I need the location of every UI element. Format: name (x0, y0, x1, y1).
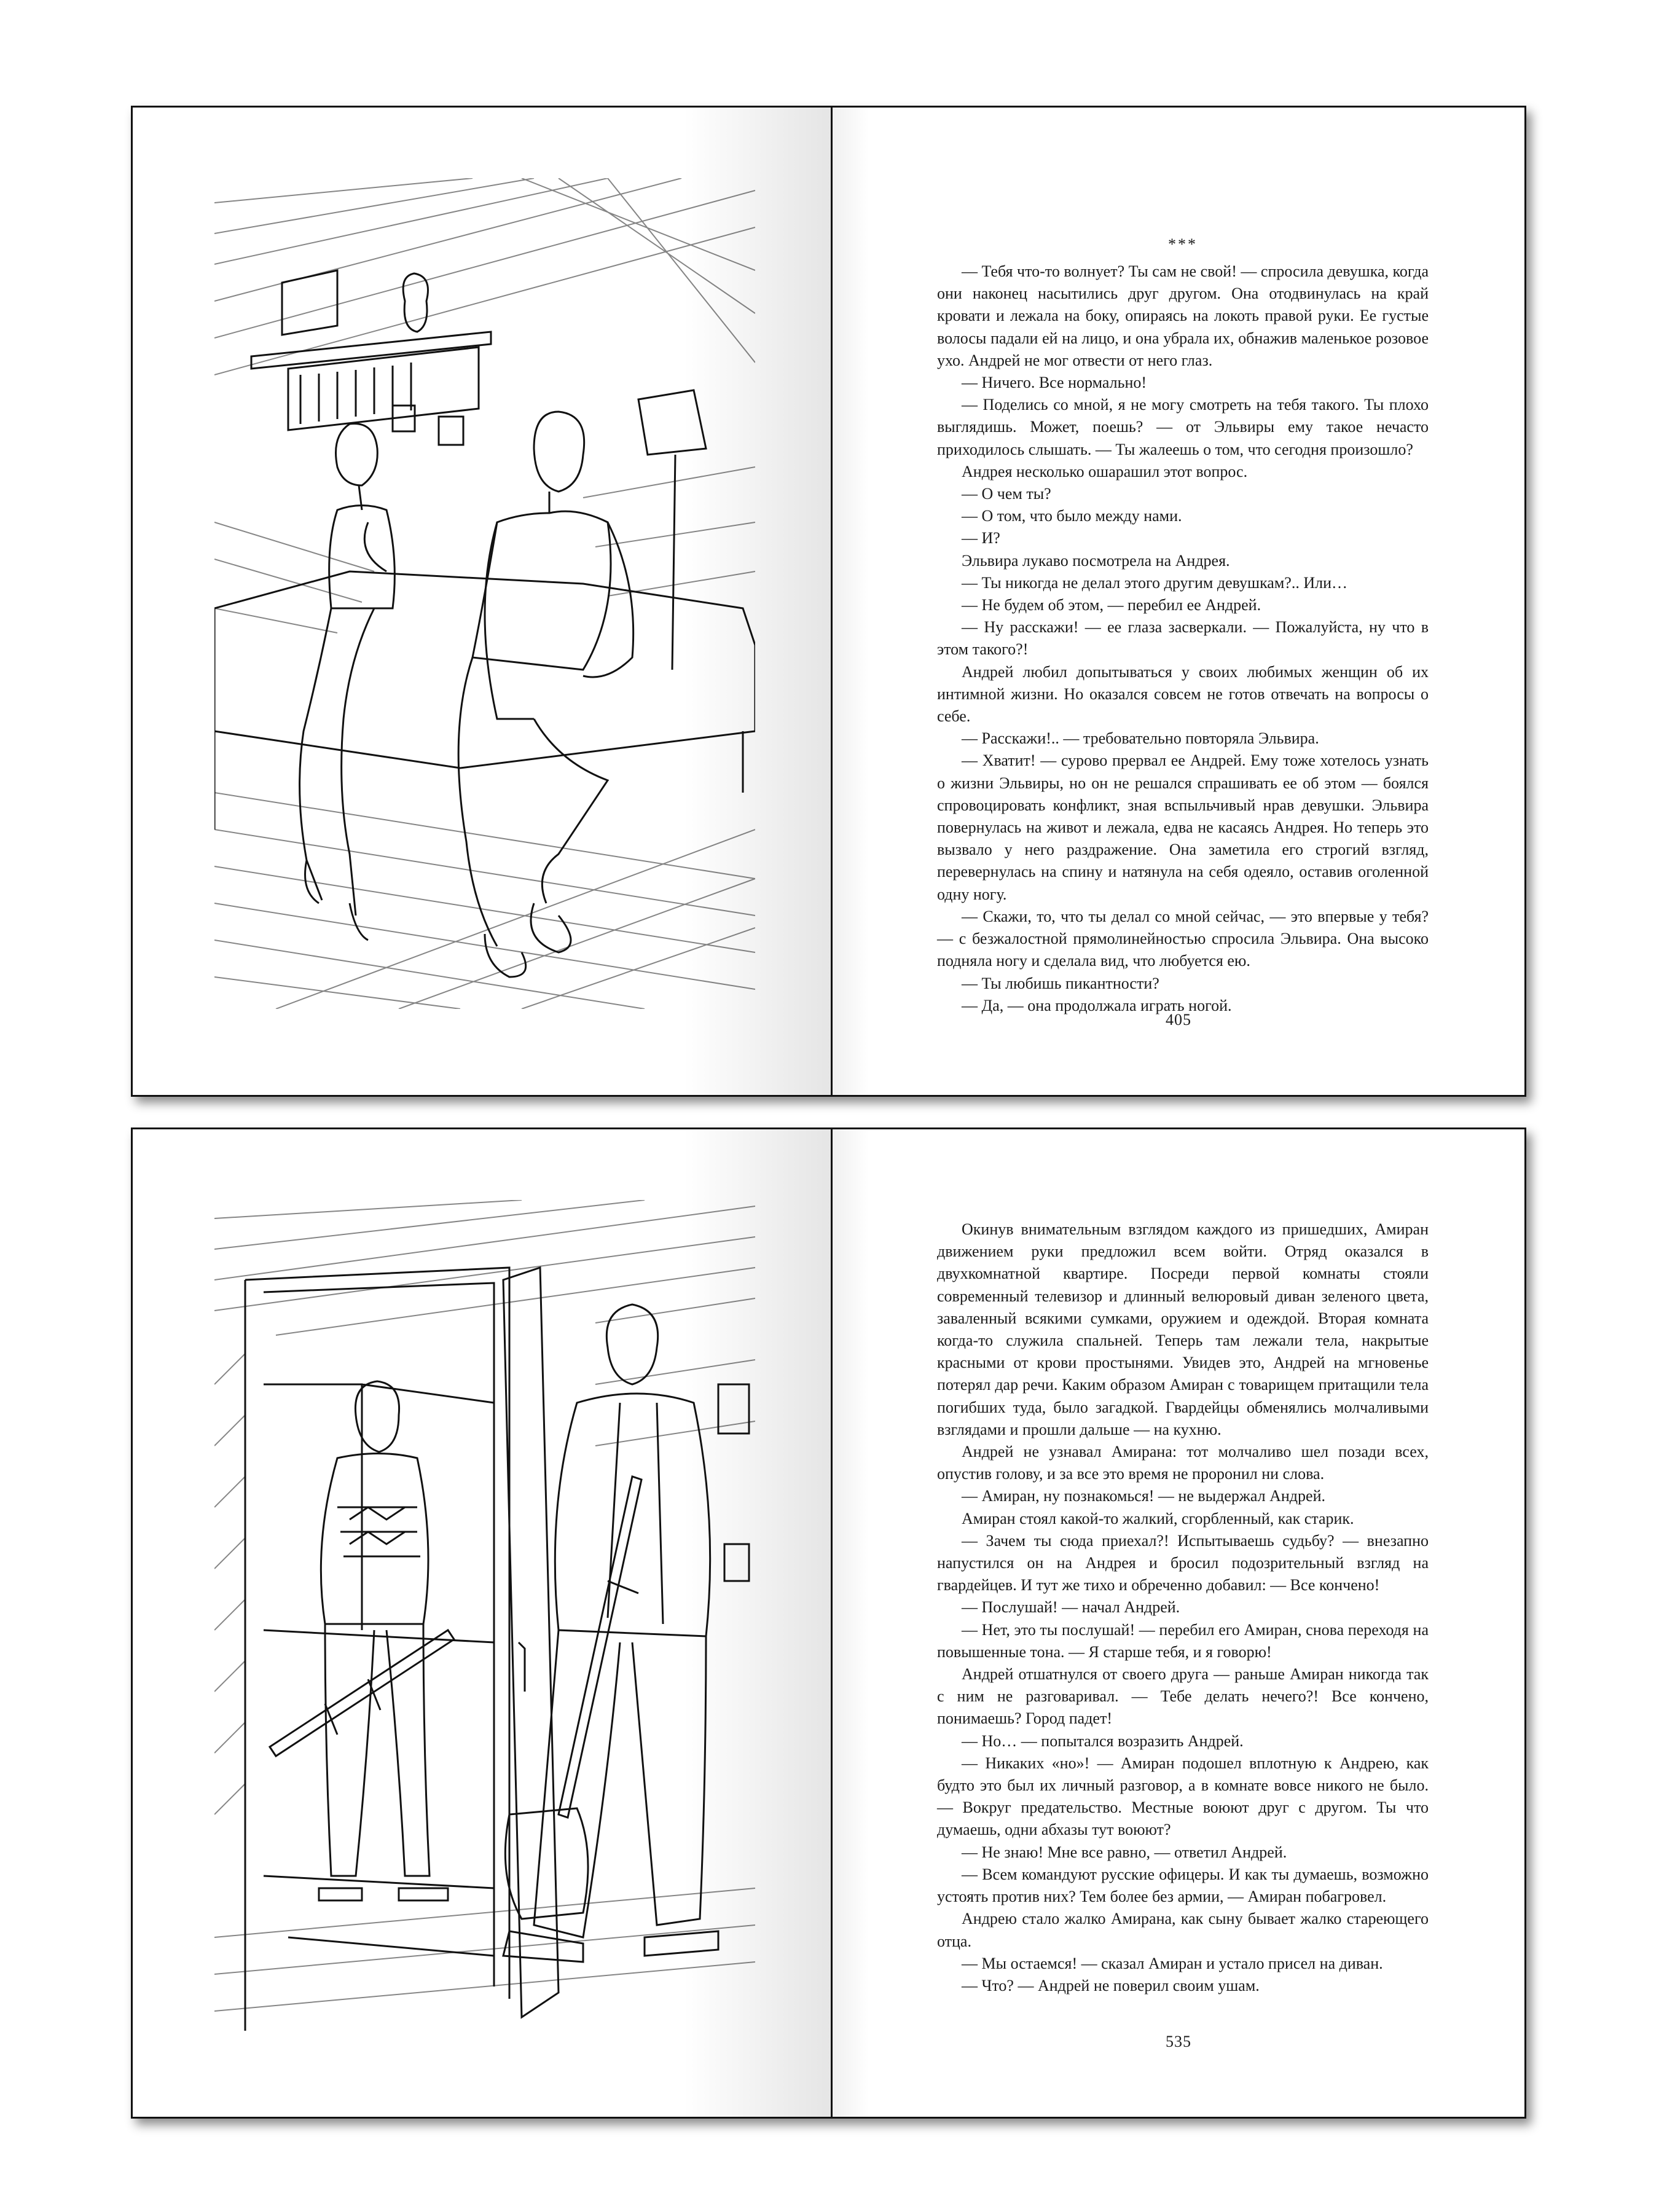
page-number: 535 (1166, 2033, 1191, 2050)
paragraph: — Что? — Андрей не поверил своим ушам. (962, 1976, 1260, 1994)
text-block (937, 1218, 1429, 1997)
paragraph: — Ты любишь пикантности? (962, 974, 1159, 992)
paragraph: — Нет, это ты послушай! — перебил его Амиран, снова переходя на повышенные тона. — Я старше тебя, и я говорю! (937, 1620, 1429, 1661)
left-page (133, 1129, 831, 2117)
paragraph: — Амиран, ну познакомься! — не выдержал Андрей. (962, 1487, 1325, 1505)
book-spread-1 (131, 106, 1526, 1097)
paragraph: — Поделись со мной, я не могу смотреть на тебя такого. Ты плохо выглядишь. Может, поешь? — от Эльвиры ему такое нечасто приходилось слышать. — Ты жалеешь о том, что сегодня произошло? (937, 396, 1429, 458)
paragraph: — Никаких «но»! — Амиран подошел вплотную к Андрею, как будто это был их личный разговор, а в комнате вовсе никого не было. — Вокруг предательство. Местные воюют друг с другом. Ты что думаешь, одни абхазы тут воюют? (937, 1754, 1429, 1839)
illustration-doorway (214, 1200, 755, 2031)
paragraph: — Тебя что-то волнует? Ты сам не свой! — спросила девушка, когда они наконец насытились друг другом. Она отодвинулась на край кровати и лежала на боку, опираясь на локоть правой руки. Ее густые волосы падали ей на лицо, и она убрала их, обнажив маленькое розовое ухо. Андрей не мог отвести от него глаз. (937, 262, 1429, 369)
paragraph: — Ну расскажи! — ее глаза засверкали. — Пожалуйста, ну что в этом такого?! (937, 618, 1429, 659)
paragraph: — Не будем об этом, — перебил ее Андрей. (962, 596, 1261, 614)
illustration-bedroom (214, 178, 755, 1009)
left-page (133, 108, 831, 1095)
paragraph: — Зачем ты сюда приехал?! Испытываешь судьбу? — внезапно напустился он на Андрея и бросил подозрительный взгляд на гвардейцев. И тут же тихо и обреченно добавил: — Все кончено! (937, 1531, 1429, 1594)
book-spread-2 (131, 1128, 1526, 2119)
paragraph: — О чем ты? (962, 485, 1051, 503)
bedroom-sketch-image (214, 178, 755, 1009)
right-page (833, 1129, 1524, 2117)
paragraph: Андрей любил допытываться у своих любимых женщин об их интимной жизни. Но оказался совсем не готов отвечать на вопросы о себе. (937, 662, 1429, 726)
paragraph: — Хватит! — сурово прервал ее Андрей. Ему тоже хотелось узнать о жизни Эльвиры, но он не решался спрашивать ее об этом — боялся спровоцировать конфликт, зная вспыльчивый нрав девушки. Эльвира повернулась на живот и лежала, едва не касаясь Андрея. Но теперь это вызвало у него раздражение. Она заметила его строгий взгляд, перевернулась на спину и натянула на себя одеяло, оставив оголенной одну ногу. (937, 751, 1429, 903)
text-block (937, 233, 1429, 1017)
paragraph: Андрей отшатнулся от своего друга — раньше Амиран никогда так с ним не разговаривал. — Тебе делать нечего?! Все кончено, понимаешь? Город падет! (937, 1665, 1429, 1728)
paragraph: — Расскажи!.. — требовательно повторяла Эльвира. (962, 729, 1319, 748)
paragraph: Окинув внимательным взглядом каждого из пришедших, Амиран движением руки предложил всем войти. Отряд оказался в двухкомнатной квартире. Посреди первой комнаты стояли современный телевизор и длинный велюровый диван зеленого цвета, заваленный всякими сумками, оружием и одеждой. Вторая комната когда-то служила спальней. Теперь там лежали тела, накрытые красными от крови простынями. Увидев это, Андрей на мгновенье потерял дар речи. Каким образом Амиран с товарищем притащили тела погибших туда, было загадкой. Гвардейцы обменялись молчаливыми взглядами и прошли дальше — на кухню. (937, 1220, 1429, 1438)
paragraph: Амиран стоял какой-то жалкий, сгорбленный, как старик. (962, 1509, 1354, 1528)
paragraph: — О том, что было между нами. (962, 507, 1182, 525)
page-number: 405 (1166, 1011, 1191, 1029)
paragraph: — Ты никогда не делал этого другим девушкам?.. Или… (962, 573, 1347, 592)
paragraph: — Послушай! — начал Андрей. (962, 1598, 1180, 1617)
paragraph: Андрею стало жалко Амирана, как сыну бывает жалко стареющего отца. (937, 1910, 1429, 1950)
paragraph: — И? (962, 529, 1000, 547)
paragraph: — Да, — она продолжала играть ногой. (962, 996, 1232, 1014)
paragraph: — Скажи, то, что ты делал со мной сейчас, — это впервые у тебя? — с безжалостной прямолинейностью спросила Эльвира. Она высоко подняла ногу и сделала вид, что любуется ею. (937, 907, 1429, 970)
paragraph: Андрея несколько ошарашил этот вопрос. (962, 462, 1248, 480)
paragraph: Андрей не узнавал Амирана: тот молчаливо шел позади всех, опустив голову, и за все это время не проронил ни слова. (937, 1443, 1429, 1483)
paragraph: — Не знаю! Мне все равно, — ответил Андрей. (962, 1843, 1287, 1861)
right-page (833, 108, 1524, 1095)
paragraph: — Но… — попытался возразить Андрей. (962, 1732, 1244, 1750)
doorway-sketch-image (214, 1200, 755, 2031)
paragraph: — Всем командуют русские офицеры. И как ты думаешь, возможно устоять против них? Тем более без армии, — Амиран побагровел. (937, 1865, 1429, 1906)
scene-separator: *** (1168, 235, 1198, 253)
paragraph: — Ничего. Все нормально! (962, 374, 1147, 392)
paragraph: Эльвира лукаво посмотрела на Андрея. (962, 551, 1230, 570)
paragraph: — Мы остаемся! — сказал Амиран и устало присел на диван. (962, 1954, 1383, 1972)
